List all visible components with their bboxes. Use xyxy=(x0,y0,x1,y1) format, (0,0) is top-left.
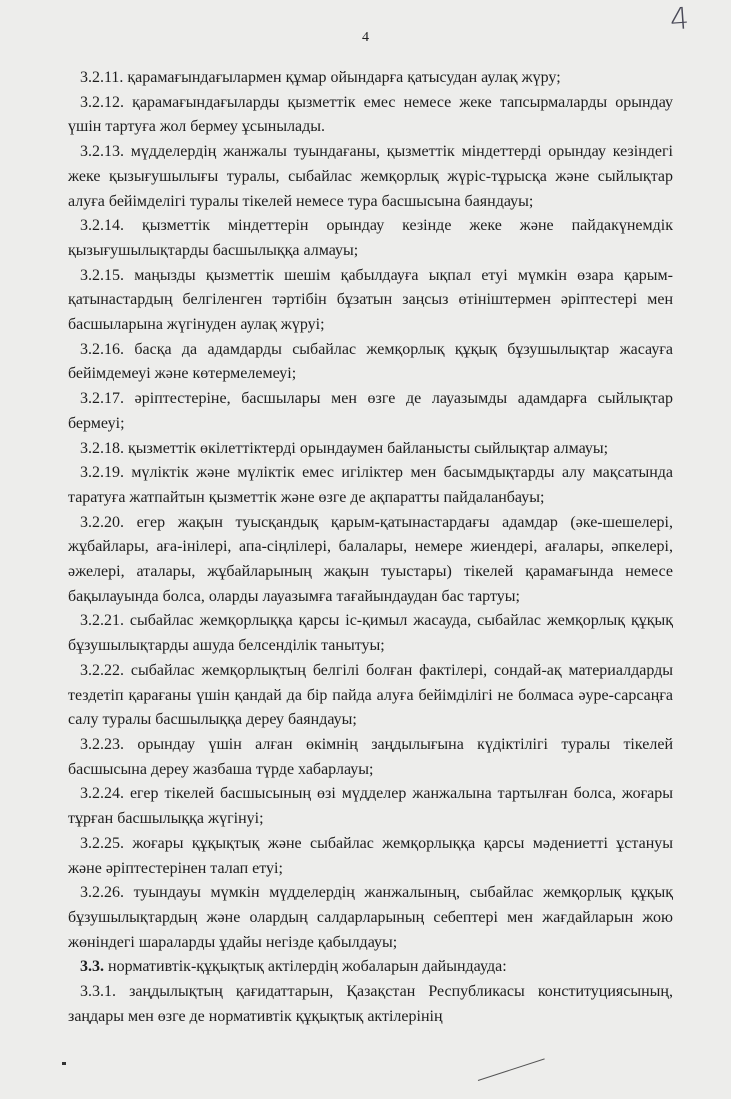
paragraph-text: жоғары құқықтық және сыбайлас жемқорлыққа қарсы мәдениетті ұстануы және әріптестерінен талап етуі; xyxy=(68,834,674,877)
paragraph xyxy=(68,733,673,782)
paragraph-number: 3.2.16. xyxy=(80,340,124,358)
pen-stroke xyxy=(478,1058,545,1081)
paragraph-number: 3.2.12. xyxy=(80,93,124,111)
paragraph-text: мүліктік және мүліктік емес игіліктер мен басымдықтарды алу мақсатында таратуға жатпайтын қызметтік және өзге де ақпаратты пайдаланбауы; xyxy=(68,464,674,506)
paragraph-text: қызметтік міндеттерін орындау кезінде жеке және пайдакүнемдік қызығушылықтарды басшылыққа алмауы; xyxy=(68,217,673,259)
page-number: 4 xyxy=(362,30,369,45)
paragraph xyxy=(68,980,673,1029)
paragraph-text: сыбайлас жемқорлықтың белгілі болған фактілері, сондай-ақ материалдарды тездетіп қарағаны үшін қандай да бір пайда алуға бейімділігі не болмаса әуре-сарсаңға салу туралы басшылыққа дереу баяндауы; xyxy=(68,661,674,729)
paragraph xyxy=(68,955,673,980)
stray-mark xyxy=(62,1062,66,1065)
paragraph-number: 3.2.13. xyxy=(80,143,124,161)
paragraph xyxy=(68,387,673,436)
paragraph xyxy=(68,66,673,91)
paragraph xyxy=(68,264,673,338)
document-body xyxy=(68,66,673,1029)
paragraph-number: 3.2.17. xyxy=(80,390,124,408)
paragraph-number: 3.2.14. xyxy=(80,217,124,235)
paragraph-text: нормативтік-құқықтық актілердің жобаларын дайындауда: xyxy=(108,958,507,976)
paragraph-text: егер тікелей басшысының өзі мүдделер жанжалына тартылған болса, жоғары тұрған басшылыққа жүгінуі; xyxy=(68,785,673,828)
paragraph xyxy=(68,659,673,733)
paragraph-number: 3.2.20. xyxy=(80,513,124,531)
paragraph-number: 3.2.18. xyxy=(80,439,124,457)
paragraph-text: қарамағындағылармен құмар ойындарға қатысудан аулақ жүру; xyxy=(127,69,561,86)
paragraph-text: әріптестеріне, басшылары мен өзге де лауазымды адамдарға сыйлықтар бермеуі; xyxy=(68,390,674,432)
paragraph-number: 3.2.15. xyxy=(80,266,124,284)
paragraph xyxy=(68,511,673,610)
paragraph xyxy=(68,91,673,140)
paragraph-text: мүдделердің жанжалы туындағаны, қызметтік міндеттерді орындау кезіндегі жеке қызығушылығы туралы, сыбайлас жемқорлық жүріс-тұрысқа және сыйлықтар алуға бейімделігі туралы тікелей немесе тура басшысына баяндауы; xyxy=(68,143,674,210)
paragraph xyxy=(68,609,673,658)
paragraph xyxy=(68,338,673,387)
paragraph-text: сыбайлас жемқорлыққа қарсы іс-қимыл жасауда, сыбайлас жемқорлық құқық бұзушылықтарды ашуда белсенділік танытуы; xyxy=(68,612,674,655)
paragraph-text: қарамағындағыларды қызметтік емес немесе жеке тапсырмаларды орындау үшін тартуға жол бермеу ұсынылады. xyxy=(68,93,674,136)
paragraph-number: 3.2.11. xyxy=(80,69,124,86)
paragraph-number: 3.3.1. xyxy=(80,983,116,1001)
paragraph-number: 3.2.22. xyxy=(80,661,124,679)
paragraph xyxy=(68,782,673,831)
paragraph xyxy=(68,214,673,263)
paragraph-text: заңдылықтың қағидаттарын, Қазақстан Республикасы конституциясының, заңдары мен өзге де нормативтік құқықтық актілерінің xyxy=(68,983,673,1025)
paragraph-number: 3.2.25. xyxy=(80,834,124,852)
paragraph-number: 3.2.26. xyxy=(80,884,124,902)
paragraph-number: 3.3. xyxy=(80,958,104,976)
paragraph xyxy=(68,461,673,510)
paragraph-text: басқа да адамдарды сыбайлас жемқорлық құқық бұзушылықтар жасауға бейімдемеуі және көтермелемеуі; xyxy=(68,340,673,383)
paragraph-number: 3.2.19. xyxy=(80,464,124,482)
handwritten-page-mark: 4 xyxy=(668,1,691,38)
paragraph xyxy=(68,437,673,462)
paragraph-text: егер жақын туысқандық қарым-қатынастардағы адамдар (әке-шешелері, жұбайлары, аға-інілері, апа-сіңлілері, балалары, немере жиендері, ағалары, әпкелері, әжелері, аталары, жұбайларының жақын туыстары) тікелей қарамағында немесе бақылауында болса, оларды лауазымға тағайындаудан бас тартуы; xyxy=(68,513,673,605)
paragraph-text: қызметтік өкілеттіктерді орындаумен байланысты сыйлықтар алмауы; xyxy=(128,439,609,457)
paragraph-text: туындауы мүмкін мүдделердің жанжалының, сыбайлас жемқорлық құқық бұзушылықтардың және олардың салдарларының себептері мен жағдайларын жою жөніндегі шараларды ұдайы негізде қабылдауы; xyxy=(68,884,673,951)
paragraph-text: орындау үшін алған өкімнің заңдылығына күдіктілігі туралы тікелей басшысына дереу жазбаша түрде хабарлауы; xyxy=(68,735,674,778)
paragraph xyxy=(68,881,673,955)
paragraph-number: 3.2.21. xyxy=(80,612,124,630)
paragraph-number: 3.2.23. xyxy=(80,735,124,753)
paragraph-text: маңызды қызметтік шешім қабылдауға ықпал етуі мүмкін өзара қарым-қатынастардың белгіленген тәртібін бұзатын заңсыз өтініштермен әріптестері мен басшыларына жүгінуден аулақ жүруі; xyxy=(68,266,674,334)
paragraph xyxy=(68,140,673,214)
paragraph-number: 3.2.24. xyxy=(80,785,124,803)
paragraph xyxy=(68,832,673,881)
